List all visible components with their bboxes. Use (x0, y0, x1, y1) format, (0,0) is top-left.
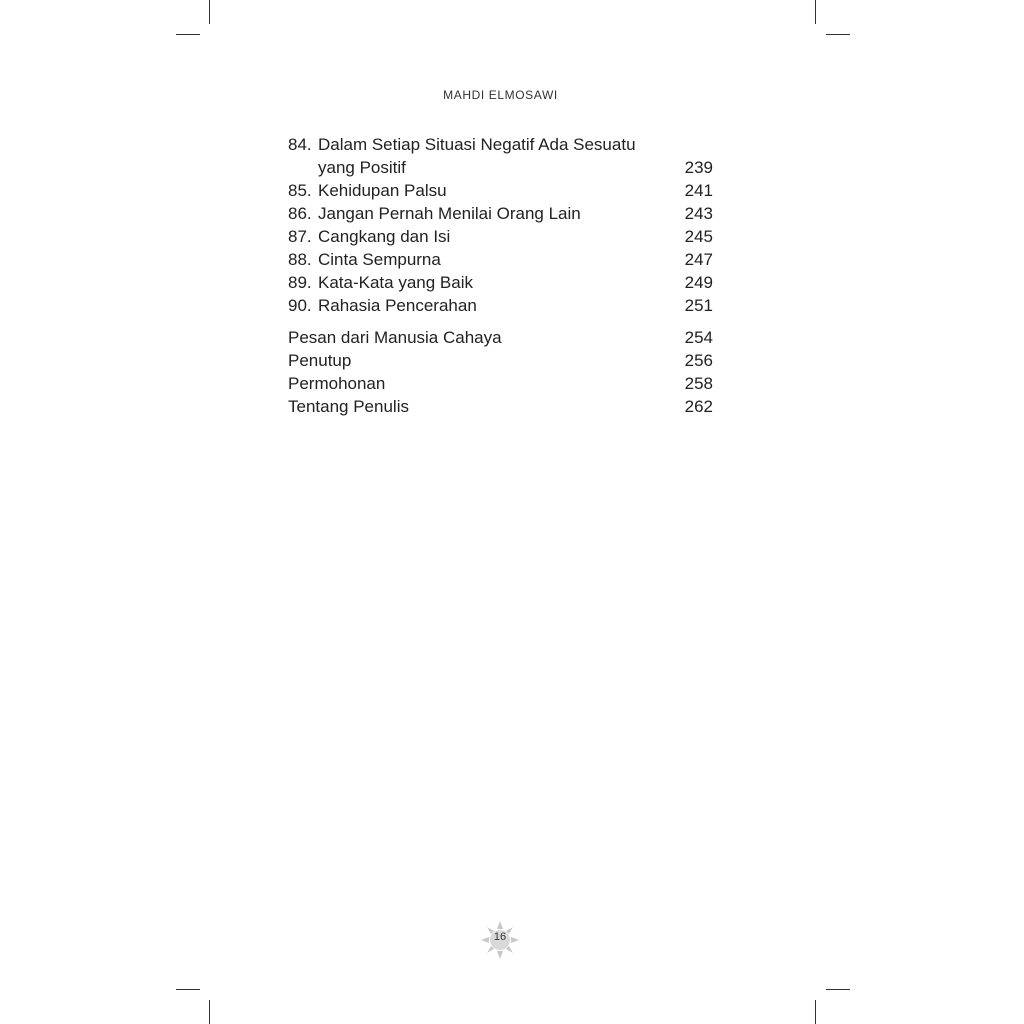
crop-mark-bottom-left-horizontal (176, 989, 200, 990)
page-number: 16 (493, 931, 507, 943)
toc-entry-title: Dalam Setiap Situasi Negatif Ada Sesuatu (318, 135, 636, 154)
toc-entry-title: Rahasia Pencerahan (318, 296, 477, 315)
toc-entry-number: 87. (288, 227, 312, 246)
toc-entry-title: Cangkang dan Isi (318, 227, 451, 246)
toc-entry-page: 258 (684, 374, 713, 393)
toc-entry-row (288, 179, 713, 202)
crop-mark-top-left-vertical (209, 0, 210, 24)
toc-entry-title: Penutup (288, 351, 352, 370)
toc-entry-row (288, 133, 713, 156)
toc-entry-row (288, 202, 713, 225)
crop-mark-bottom-right-vertical (815, 1000, 816, 1024)
toc-entry-row (288, 248, 713, 271)
toc-entry-title: Cinta Sempurna (318, 250, 441, 269)
toc-back-matter-list (288, 326, 713, 418)
toc-entry-title: Jangan Pernah Menilai Orang Lain (318, 204, 581, 223)
toc-entry-page: 247 (684, 250, 713, 269)
toc-entry-title: Kata-Kata yang Baik (318, 273, 473, 292)
toc-entry-title: Pesan dari Manusia Cahaya (288, 328, 502, 347)
toc-entry-number: 88. (288, 250, 312, 269)
toc-back-entry-row (288, 326, 713, 349)
toc-entry-title: yang Positif (318, 158, 406, 177)
toc-entry-page: 251 (684, 296, 713, 315)
toc-entry-page: 249 (684, 273, 713, 292)
toc-entry-number: 86. (288, 204, 312, 223)
crop-mark-top-left-horizontal (176, 34, 200, 35)
toc-entry-number: 90. (288, 296, 312, 315)
toc-entry-row (288, 156, 713, 179)
toc-entry-title: Tentang Penulis (288, 397, 409, 416)
toc-entry-number: 89. (288, 273, 312, 292)
toc-entry-page: 256 (684, 351, 713, 370)
running-head: MAHDI ELMOSAWI (443, 88, 558, 102)
crop-mark-bottom-left-vertical (209, 1000, 210, 1024)
toc-entry-row (288, 225, 713, 248)
toc-entry-title: Permohonan (288, 374, 386, 393)
toc-entry-page: 243 (684, 204, 713, 223)
crop-mark-bottom-right-horizontal (826, 989, 850, 990)
toc-entry-page: 254 (684, 328, 713, 347)
toc-numbered-list (288, 133, 713, 317)
toc-entry-page: 245 (684, 227, 713, 246)
toc-entry-page: 241 (684, 181, 713, 200)
toc-entry-row (288, 294, 713, 317)
page-number-ornament (481, 921, 519, 959)
toc-entry-title: Kehidupan Palsu (318, 181, 447, 200)
toc-entry-number: 84. (288, 135, 312, 154)
crop-mark-top-right-vertical (815, 0, 816, 24)
toc-entry-row (288, 271, 713, 294)
toc-entry-page: 262 (684, 397, 713, 416)
toc-entry-page: 239 (684, 158, 713, 177)
toc-back-entry-row (288, 349, 713, 372)
toc-entry-number: 85. (288, 181, 312, 200)
toc-back-entry-row (288, 372, 713, 395)
toc-back-entry-row (288, 395, 713, 418)
crop-mark-top-right-horizontal (826, 34, 850, 35)
